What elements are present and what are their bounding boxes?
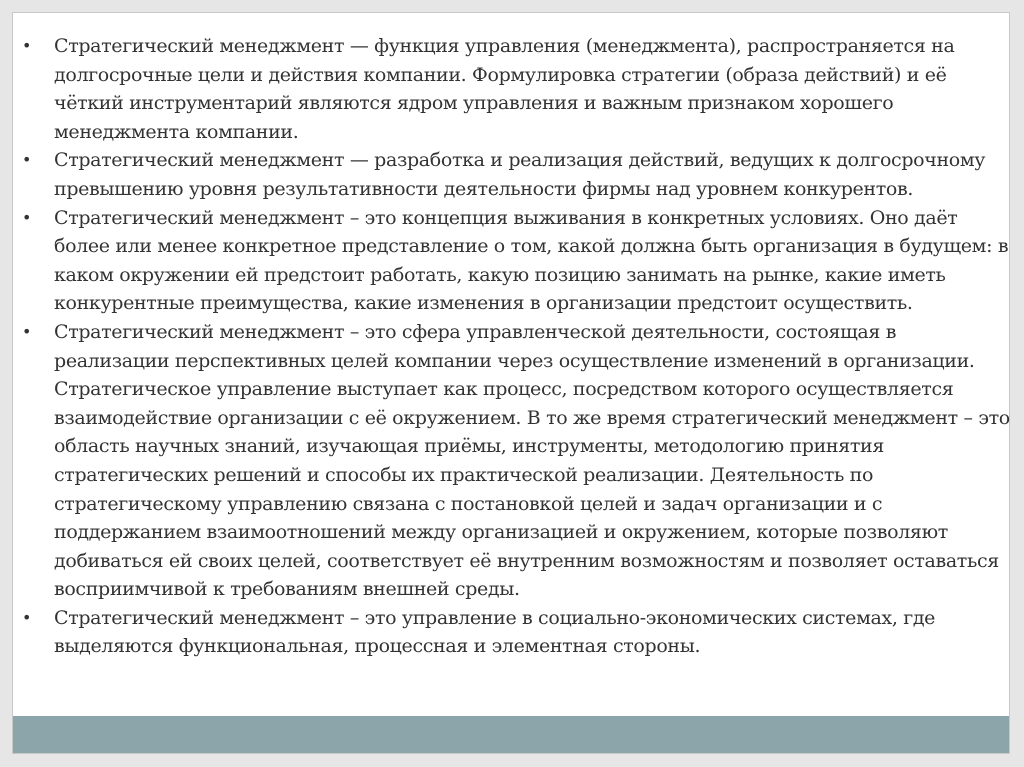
bottom-band xyxy=(13,716,1009,753)
bullet-item xyxy=(20,146,1010,203)
bullet-list xyxy=(20,32,1010,661)
bullet-text: Стратегический менеджмент — разработка и реализация действий, ведущих к долгосрочному превышению уровня результативности деятельности фирмы над уровнем конкурентов. xyxy=(54,149,986,200)
bullet-text: Стратегический менеджмент – это сфера управленческой деятельности, состоящая в реализации перспективных целей компании через осуществление изменений в организации. Стратегическое управление выступает как процесс, посредством которого осуществляется взаимодействие организации с её окружением. В то же время стратегический менеджмент – это область научных знаний, изучающая приёмы, инструменты, методологию принятия стратегических решений и способы их практической реализации. Деятельность по стратегическому управлению связана с постановкой целей и задач организации и с поддержанием взаимоотношений между организацией и окружением, которые позволяют добиваться ей своих целей, соответствует её внутренним возможностям и позволяет оставаться восприимчивой к требованиям внешней среды. xyxy=(54,320,1010,601)
bullet-icon: • xyxy=(22,36,32,55)
bullet-icon: • xyxy=(22,607,32,627)
bullet-item xyxy=(20,204,1010,318)
bullet-icon: • xyxy=(22,207,32,227)
bullet-icon: • xyxy=(22,150,32,170)
bullet-item xyxy=(20,318,1010,604)
bullet-item xyxy=(20,604,1010,661)
bullet-text: Стратегический менеджмент – это концепция выживания в конкретных условиях. Оно даёт более или менее конкретное представление о том, какой должна быть организация в будущем: в каком окружении ей предстоит работать, какую позицию занимать на рынке, какие иметь конкурентные преимущества, какие изменения в организации предстоит осуществить. xyxy=(54,206,1009,315)
bullet-icon: • xyxy=(22,321,32,341)
slide-content xyxy=(20,32,1010,716)
bullet-text: Стратегический менеджмент — функция управления (менеджмента), распространяется на долгосрочные цели и действия компании. Формулировка стратегии (образа действий) и её чёткий инструментарий являются ядром управления и важным признаком хорошего менеджмента компании. xyxy=(54,35,955,143)
bullet-text: Стратегический менеджмент – это управление в социально-экономических системах, где выделяются функциональная, процессная и элементная стороны. xyxy=(54,606,936,658)
bullet-item xyxy=(20,32,1010,146)
